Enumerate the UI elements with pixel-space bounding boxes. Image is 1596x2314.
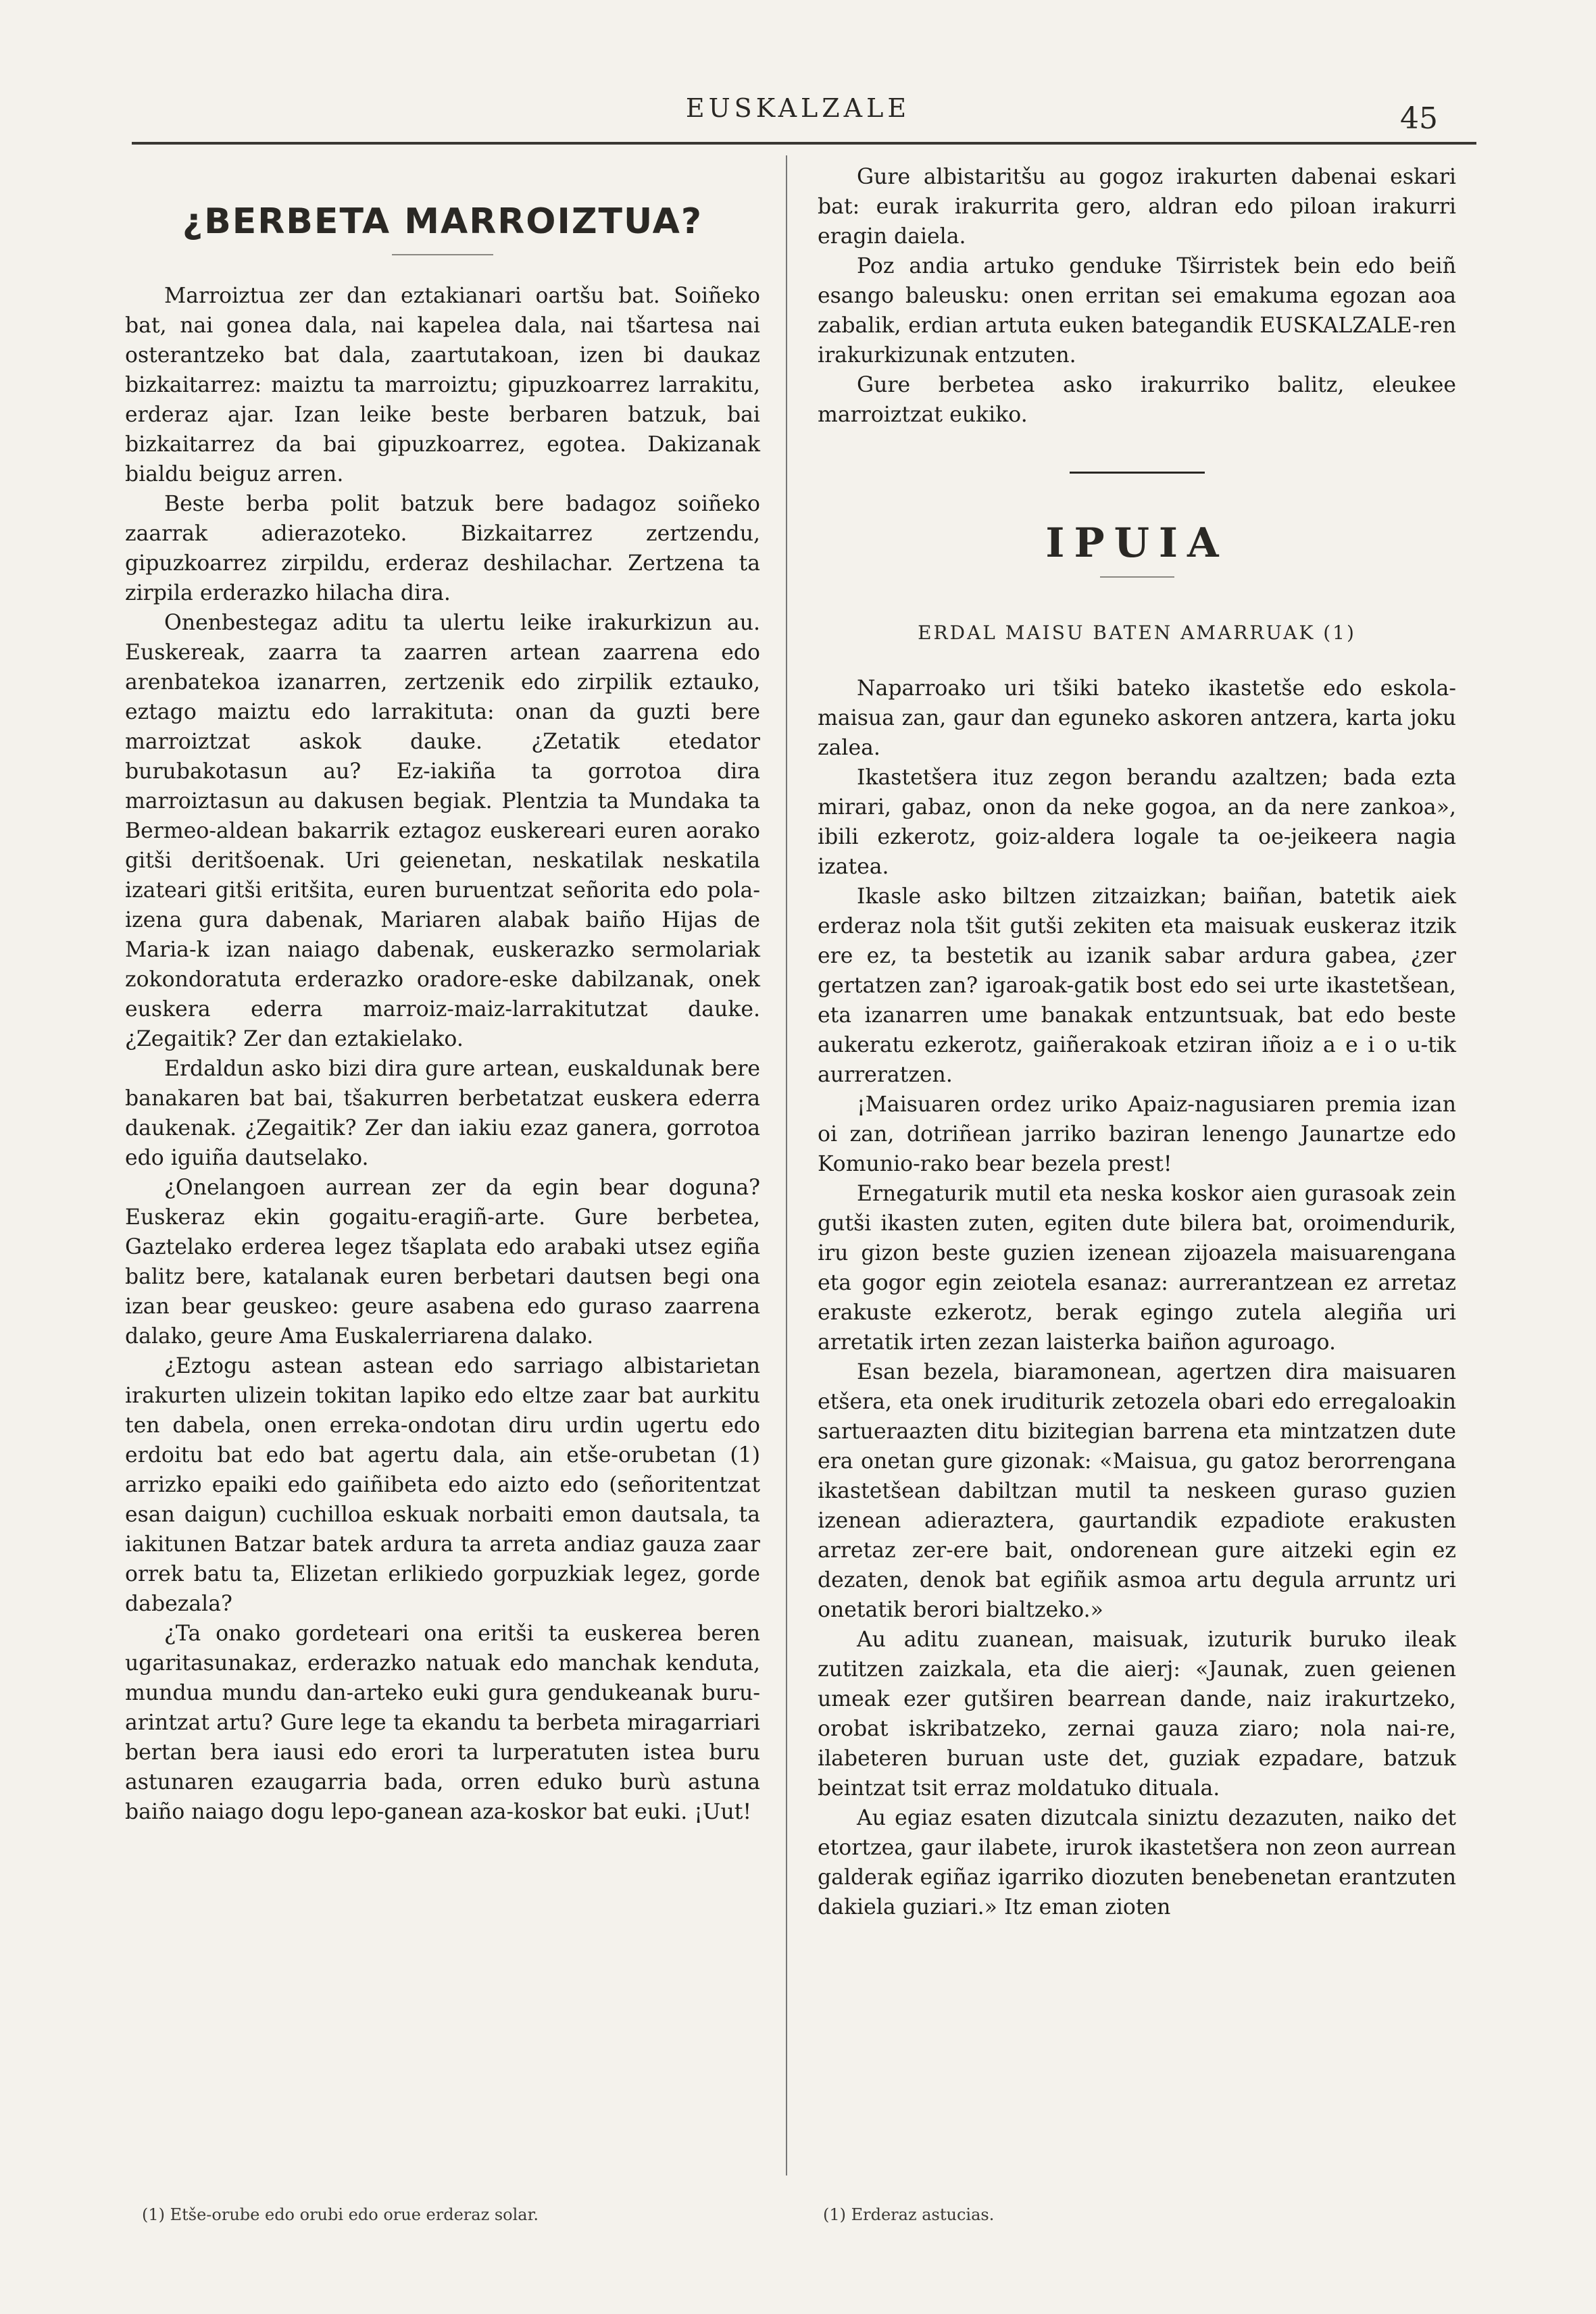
article-paragraph: ¿Eztogu astean astean edo sarriago albistarietan irakurten ulizein tokitan lapiko edo eltze zaar bat aurkitu ten dabela, onen erreka-ondotan diru urdin ugertu edo erdoitu bat edo bat agertu dala, ain etše-orubetan (1) arrizko epaiki edo gaiñibeta edo aizto edo (señoritentzat esan daigun) cuchilloa eskuak norbaiti emon dautsala, ta iakitunen Batzar batek ardura ta arreta andiaz gauza zaar orrek batu ta, Elizetan erlikiedo gorpuzkiak legez, gorde dabezala? — [125, 1354, 760, 1616]
header-rule — [132, 142, 1476, 145]
story-paragraph: Ernegaturik mutil eta neska koskor aien gurasoak zein gutši ikasten zuten, egiten dute bilera bat, oroimendurik, iru gizon beste guzien izenean zijoazela maisuarengana eta gogor egin zeiotela esanaz: aurrerantzean ez arretaz erakuste ezkerotz, berak egingo zutela alegiña uri arretatik irten zezan laisterka baiñon aguroago. — [818, 1182, 1456, 1355]
running-title: EUSKALZALE — [685, 93, 911, 123]
article-paragraph: Onenbestegaz aditu ta ulertu leike irakurkizun au. Euskereak, zaarra ta zaarren artean zaarrena edo arenbatekoa izanarren, zertzenik edo zirpilik eztauko, eztago maiztu edo larrakituta: onan da guzti bere marroiztzat askok dauke. ¿Zetatik etedator burubakotasun au? Ez-iakiña ta gorrotoa dira marroiztasun au dakusen begiak. Plentzia ta Mundaka ta Bermeo-aldean bakarrik eztagoz euskereari euren aorako gitši deritšoenak. Uri geienetan, neskatilak neskatila izateari gitši eritšita, euren buruentzat señorita edo pola-izena gura dabenak, Mariaren alabak baiño Hijas de Maria-k izan naiago dabenak, euskerazko sermolariak zokondoratuta erderazko oradore-eske dabilzanak, onek euskera ederra marroiz-maiz-larrakitutzat dauke. ¿Zegaitik? Zer dan eztakielako. — [125, 611, 760, 1051]
article-title: ¿BERBETA MARROIZTUA? — [182, 201, 703, 242]
story-subtitle: ERDAL MAISU BATEN AMARRUAK (1) — [918, 622, 1356, 644]
column-rule — [786, 155, 787, 2175]
right-column — [818, 162, 1456, 1922]
story-paragraph: ¡Maisuaren ordez uriko Apaiz-nagusiaren premia izan oi zan, dotriñean jarriko baziran lenengo Jaunartze edo Komunio-rako bear bezela prest! — [818, 1092, 1456, 1176]
article-paragraph: Gure berbetea asko irakurriko balitz, eleukee marroiztzat eukiko. — [818, 373, 1456, 427]
footnote-right: (1) Erderaz astucias. — [823, 2205, 995, 2224]
page-number: 45 — [1400, 101, 1438, 136]
article-paragraph: ¿Ta onako gordeteari ona eritši ta euskerea beren ugaritasunakaz, erderazko natuak edo manchak kenduta, mundua mundu dan-arteko euki gura gendukeanak buru-arintzat artu? Gure lege ta ekandu ta berbeta miragarriari bertan bera iausi edo erori ta lurperatuten istea buru astunaren ezaugarria bada, orren eduko burù astuna baiño naiago dogu lepo-ganean aza-koskor bat euki. ¡Uut! — [125, 1621, 760, 1824]
story-paragraph: Naparroako uri tšiki bateko ikastetše edo eskola-maisua zan, gaur dan eguneko askoren antzera, karta joku zalea. — [818, 676, 1456, 760]
article-paragraph: Beste berba polit batzuk bere badagoz soiñeko zaarrak adierazoteko. Bizkaitarrez zertzendu, gipuzkoarrez zirpildu, erderaz deshilachar. Zertzena ta zirpila erderazko hilacha dira. — [125, 492, 760, 605]
story-paragraph: Au aditu zuanean, maisuak, izuturik buruko ileak zutitzen zaizkala, eta die aierj: «Jaunak, zuen geienen umeak ezer gutširen bearrean dande, naiz irakurtzeko, orobat iskribatzeko, zernai gauza ziaro; nola nai-re, ilabeteren buruan uste det, guziak ezpadare, batzuk beintzat tsit erraz moldatuko dituala. — [818, 1628, 1456, 1801]
article-paragraph: Marroiztua zer dan eztakianari oartšu bat. Soiñeko bat, nai gonea dala, nai kapelea dala, nai tšartesa nai osterantzeko bat dala, zaartutakoan, izen bi daukaz bizkaitarrez: maiztu ta marroiztu; gipuzkoarrez larrakitu, erderaz ajar. Izan leike beste berbaren batzuk, bai bizkaitarrez da bai gipuzkoarrez, egotea. Dakizanak bialdu beiguz arren. — [125, 284, 760, 486]
story-paragraph: Esan bezela, biaramonean, agertzen dira maisuaren etšera, eta onek iruditurik zetozela obari edo erregaloakin sartueraazten ditu bizitegian barrena eta mintzatzen dute era onetan gure gizonak: «Maisua, gu gatoz berorrengana ikastetšean dabiltzan mutil ta neskeen guraso guzien izenean adieraztera, gaurtandik ezpadiote erakusten arretaz zer-ere bait, ondorenean gure aitzeki egin ez dezaten, denok bat egiñik asmoa artu degula arruntz uri onetatik berori bialtzeko.» — [818, 1360, 1456, 1622]
article-paragraph: Poz andia artuko genduke Tširristek bein edo beiñ esango baleusku: onen erritan sei emakuma egozan aoa zabalik, erdian artuta euken bategandik EUSKALZALE-ren irakurkizunak entzuten. — [818, 254, 1456, 368]
story-paragraph: Ikasle asko biltzen zitzaizkan; baiñan, batetik aiek erderaz nola tšit gutši zekiten eta maisuak euskeraz itzik ere ez, ta bestetik au izanik sabar ardura gabea, ¿zer gertatzen zan? igaroak-gatik bost edo sei urte ikastetšean, eta izanarren ume banakak entzuntsuak, bat edo beste aukeratu ezkerotz, gaiñerakoak etziran iñoiz a e i o u-tik aurreratzen. — [818, 884, 1456, 1087]
section-divider — [1070, 472, 1205, 474]
story-paragraph: Ikastetšera ituz zegon berandu azaltzen; bada ezta mirari, gabaz, onon da neke gogoa, an da nere zankoa», ibili ezkerotz, goiz-aldera logale ta oe-jeikeera nagia izatea. — [818, 765, 1456, 879]
footnote-left: (1) Etše-orube edo orubi edo orue erderaz solar. — [142, 2205, 539, 2224]
story-title: IPUIA — [1045, 520, 1228, 567]
article-paragraph: ¿Onelangoen aurrean zer da egin bear doguna? Euskeraz ekin gogaitu-eragiñ-arte. Gure berbetea, Gaztelako erderea legez tšaplata edo arabaki utsez egiña balitz bere, katalanak euren berbetari dautsen begi ona izan bear geuskeo: geure asabena edo guraso zaarrena dalako, geure Ama Euskalerriarena dalako. — [125, 1176, 760, 1349]
left-column — [125, 162, 760, 1827]
story-paragraph: Au egiaz esaten dizutcala siniztu dezazuten, naiko det etortzea, gaur ilabete, irurok ikastetšera non zeon aurrean galderak egiñaz igarriko diozuten benebenetan erantzuten dakiela guziari.» Itz eman zioten — [818, 1806, 1456, 1919]
article-paragraph: Gure albistaritšu au gogoz irakurten dabenai eskari bat: eurak irakurrita gero, aldran edo piloan irakurri eragin daiela. — [818, 165, 1456, 249]
title-rule — [392, 254, 493, 255]
story-title-rule — [1100, 576, 1174, 578]
article-paragraph: Erdaldun asko bizi dira gure artean, euskaldunak bere banakaren bat bai, tšakurren berbetatzat euskera ederra daukenak. ¿Zegaitik? Zer dan iakiu ezaz ganera, gorrotoa edo iguiña dautselako. — [125, 1057, 760, 1170]
